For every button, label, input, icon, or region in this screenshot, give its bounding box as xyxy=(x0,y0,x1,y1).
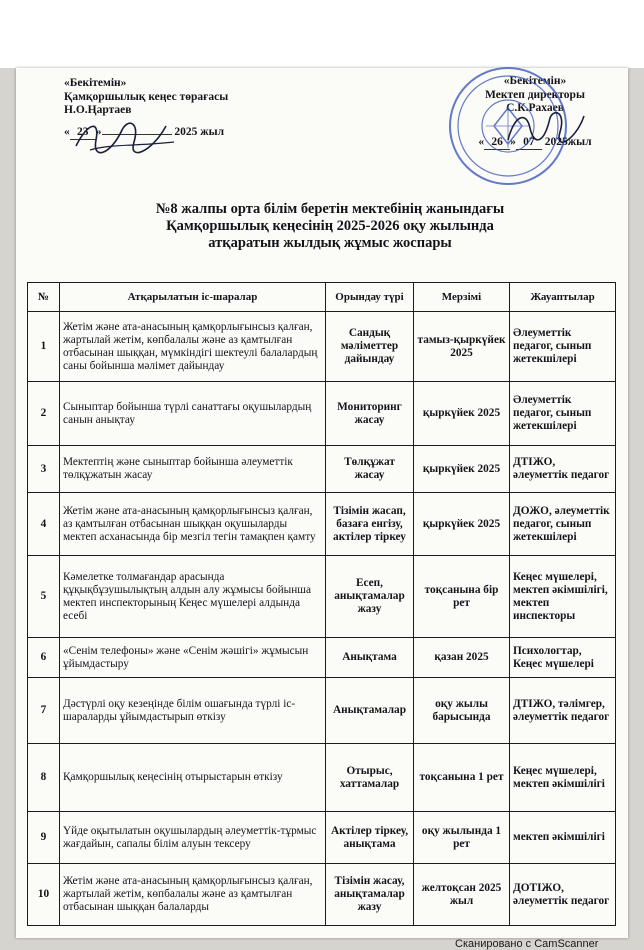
table-row xyxy=(28,744,616,812)
signature-left-icon xyxy=(70,112,180,162)
row-number: 6 xyxy=(28,638,60,678)
document-title xyxy=(40,201,620,252)
table-row xyxy=(28,312,616,382)
row-number: 9 xyxy=(28,812,60,864)
title-line-3: атқаратын жылдық жұмыс жоспары xyxy=(208,235,452,251)
approval-right-heading: «Бекітемін» xyxy=(503,75,567,87)
approval-left-year: 2025 жыл xyxy=(174,125,225,138)
approval-right-date: « 26 » 07 2025жыл xyxy=(440,136,630,151)
row-activity: Жетім және ата-анасының қамқорлығынсыз қалған, жартылай жетім, көпбалалы және аз қамтылған отбасынан шыққан балаларды xyxy=(60,864,326,926)
row-activity: Үйде оқытылатын оқушылардың әлеуметтік-тұрмыс жағдайын, сапалы білім алуын тексеру xyxy=(60,812,326,864)
row-responsible: ДОЖО, әлеуметтік педагог, сынып жетекшілері xyxy=(510,493,616,556)
row-activity: Қамқоршылық кеңесінің отырыстарын өткізу xyxy=(60,744,326,812)
row-form: Анықтама xyxy=(326,638,414,678)
table-row xyxy=(28,382,616,446)
table-row xyxy=(28,812,616,864)
row-activity: Дәстүрлі оқу кезеңінде білім ошағында түрлі іс-шараларды ұйымдастырып өткізу xyxy=(60,678,326,744)
row-activity: Сыныптар бойынша түрлі санаттағы оқушылардың санын анықтау xyxy=(60,382,326,446)
row-form: Отырыс, хаттамалар xyxy=(326,744,414,812)
row-number: 10 xyxy=(28,864,60,926)
row-responsible: мектеп әкімшілігі xyxy=(510,812,616,864)
row-date: тоқсанына 1 рет xyxy=(414,744,510,812)
signature-right-icon xyxy=(500,104,590,150)
table-row xyxy=(28,493,616,556)
row-activity: Жетім және ата-анасының қамқорлығынсыз қалған, аз қамтылған отбасынан шыққан оқушыларды мектеп асханасында бір мезгіл тегін тамақпен қамту xyxy=(60,493,326,556)
row-number: 1 xyxy=(28,312,60,382)
row-form: Актілер тіркеу, анықтама xyxy=(326,812,414,864)
approval-left-day: 23 xyxy=(70,126,96,141)
row-number: 5 xyxy=(28,556,60,638)
header-responsible: Жауаптылар xyxy=(510,283,616,312)
table-header-row xyxy=(28,283,616,312)
row-date: тамыз-қыркүйек 2025 xyxy=(414,312,510,382)
header-form: Орындау түрі xyxy=(326,283,414,312)
row-date: қыркүйек 2025 xyxy=(414,493,510,556)
scanner-watermark: Сканировано с CamScanner xyxy=(455,938,599,950)
row-date: қыркүйек 2025 xyxy=(414,382,510,446)
header-date: Мерзімі xyxy=(414,283,510,312)
row-responsible: ДОТІЖО, әлеуметтік педагог xyxy=(510,864,616,926)
row-activity: Мектептің және сыныптар бойынша әлеуметтік төлқұжатын жасау xyxy=(60,446,326,493)
work-plan-table xyxy=(27,282,616,926)
approval-left-name: Н.О.Ңартаев xyxy=(64,104,132,116)
row-activity: «Сенім телефоны» және «Сенім жәшігі» жұмысын ұйымдастыру xyxy=(60,638,326,678)
approval-right-month: 07 xyxy=(516,136,542,151)
row-date: қыркүйек 2025 xyxy=(414,446,510,493)
row-number: 3 xyxy=(28,446,60,493)
table-row xyxy=(28,556,616,638)
approval-left-date: « 23 » 2025 жыл xyxy=(64,126,304,141)
table-row xyxy=(28,446,616,493)
table-row xyxy=(28,638,616,678)
row-responsible: Әлеуметтік педагог, сынып жетекшілері xyxy=(510,382,616,446)
row-form: Анықтамалар xyxy=(326,678,414,744)
row-form: Сандық мәліметтер дайындау xyxy=(326,312,414,382)
table-row xyxy=(28,864,616,926)
row-date: оқу жылы барысында xyxy=(414,678,510,744)
approval-left-heading: «Бекітемін» xyxy=(64,77,127,89)
approval-left-position: Қамқоршылық кеңес төрағасы xyxy=(64,90,229,103)
row-number: 2 xyxy=(28,382,60,446)
approval-right-day: 26 xyxy=(484,136,510,151)
table-row xyxy=(28,678,616,744)
title-line-2: Қамқоршылық кеңесінің 2025-2026 оқу жылында xyxy=(166,218,494,234)
approval-right-year: 2025жыл xyxy=(544,135,592,148)
header-number: № xyxy=(28,283,60,312)
row-activity: Кәмелетке толмағандар арасында құқықбұзушылықтың алдын алу жұмысы бойынша мектеп инспекторының Кеңес мүшелері алдында есебі xyxy=(60,556,326,638)
row-date: қазан 2025 xyxy=(414,638,510,678)
row-form: Төлқұжат жасау xyxy=(326,446,414,493)
row-responsible: Психологтар, Кеңес мүшелері xyxy=(510,638,616,678)
row-responsible: ДТІЖО, тәлімгер, әлеуметтік педагог xyxy=(510,678,616,744)
title-line-1: №8 жалпы орта білім беретін мектебінің жанындағы xyxy=(155,201,505,217)
row-date: желтоқсан 2025 жыл xyxy=(414,864,510,926)
row-activity: Жетім және ата-анасының қамқорлығынсыз қалған, жартылай жетім, көпбалалы және аз қамтылған отбасынан шыққан, мүмкіндігі шектеулі балалардың саны бойынша мәлімет дайындау xyxy=(60,312,326,382)
approval-right-position: Мектеп директоры xyxy=(485,88,585,101)
row-form: Тізімін жасау, анықтамалар жазу xyxy=(326,864,414,926)
row-responsible: Кеңес мүшелері, мектеп әкімшілігі xyxy=(510,744,616,812)
header-activity: Атқарылатын іс-шаралар xyxy=(60,283,326,312)
row-form: Тізімін жасап, базаға енгізу, актілер тіркеу xyxy=(326,493,414,556)
row-date: оқу жылында 1 рет xyxy=(414,812,510,864)
row-responsible: Әлеуметтік педагог, сынып жетекшілері xyxy=(510,312,616,382)
page-top-margin xyxy=(0,0,644,68)
row-number: 8 xyxy=(28,744,60,812)
row-form: Есеп, анықтамалар жазу xyxy=(326,556,414,638)
approval-right-name: С.К.Рахаев xyxy=(506,102,564,114)
row-responsible: ДТІЖО, әлеуметтік педагог xyxy=(510,446,616,493)
row-form: Мониторинг жасау xyxy=(326,382,414,446)
row-responsible: Кеңес мүшелері, мектеп әкімшілігі, мектеп инспекторы xyxy=(510,556,616,638)
row-number: 7 xyxy=(28,678,60,744)
row-date: тоқсанына бір рет xyxy=(414,556,510,638)
row-number: 4 xyxy=(28,493,60,556)
